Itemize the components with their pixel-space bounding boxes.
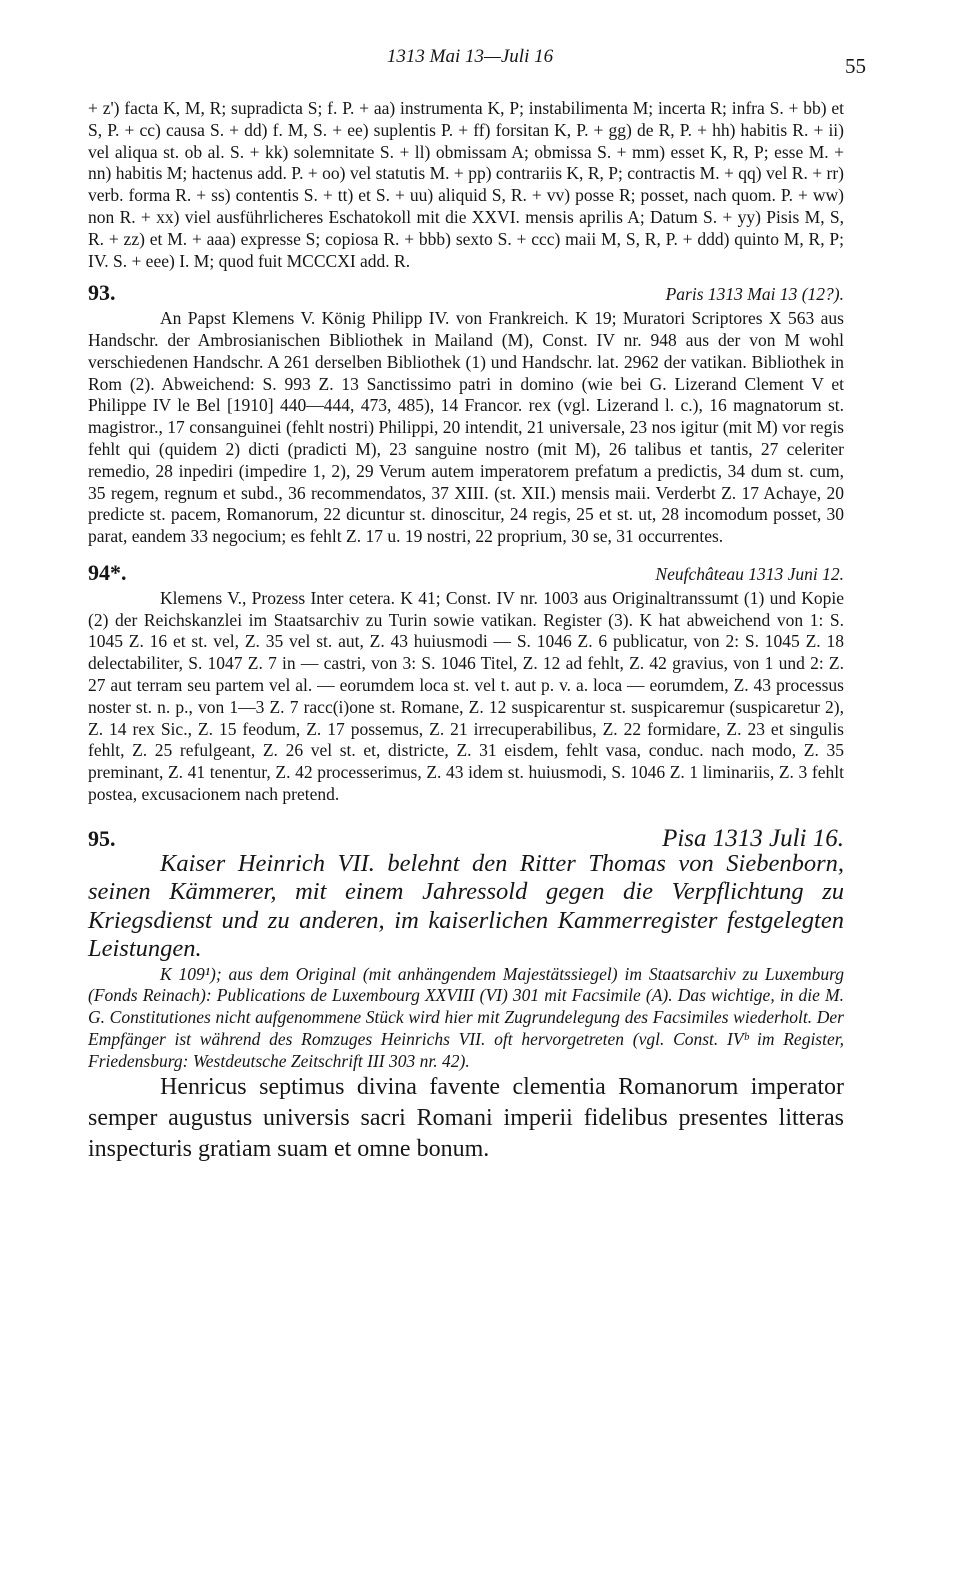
entry-94-text: Klemens V., Prozess Inter cetera. K 41; Const. IV nr. 1003 aus Originaltranssumt (1) und Kopie (2) der Reichskanzlei im Staatsarchiv zu Turin sowie vatikan. Register (3). K hat abweichend von 1: S. 1045 Z. 16 et st. vel, Z. 35 vel st. aut, Z. 43 huiusmodi — S. 1046 Z. 6 publicatur, von 2: S. 1045 Z. 18 delectabiliter, S. 1047 Z. 7 in — castri, von 3: S. 1046 Titel, Z. 12 ad fehlt, Z. 42 gravius, von 1 und 2: Z. 27 aut terram seu partem vel al. — eorumdem loca st. vel t. aut p. v. a. loca — eorumdem, Z. 43 processus noster st. n. p., von 1—3 Z. 7 racc(i)one st. Romane, Z. 12 suspicarentur st. suspicaremur (suspicaretur 2), Z. 14 rex Sic., Z. 15 feodum, Z. 17 possemus, Z. 21 irrecuperabilibus, Z. 22 formidare, Z. 23 et singulis fehlt, Z. 25 refulgeant, Z. 26 vel st. et, districte, Z. 31 eisdem, fehlt vasa, conduc. nach modo, Z. 35 preminant, Z. 41 tenentur, Z. 42 processerimus, Z. 43 idem st. huiusmodi, S. 1046 Z. 1 liminariis, Z. 3 fehlt postea, excusacionem nach pretend. (88, 587, 844, 804)
page-header (88, 42, 866, 82)
entry-93-place-date: Paris 1313 Mai 13 (12?). (665, 284, 844, 305)
entry-95-number: 95. (88, 825, 116, 851)
entry-94-heading (88, 559, 844, 586)
page-number: 55 (845, 54, 866, 78)
entry-93-number: 93. (88, 280, 116, 306)
entry-95-source: K 109¹); aus dem Original (mit anhängendem Majestätssiegel) im Staatsarchiv zu Luxemburg (Fonds Reinach): Publications de Luxembourg XXVIII (VI) 301 mit Facsimile (A). Das wichtige, in die M. G. Constitutiones nicht aufgenommene Stück wird hier mit Zugrundelegung des Facsimiles wiederholt. Der Empfänger ist während des Romzuges Heinrichs VII. oft hervorgetreten (vgl. Const. IVᵇ im Register, Friedensburg: Westdeutsche Zeitschrift III 303 nr. 42). (88, 963, 844, 1071)
page-body (88, 98, 844, 1165)
entry-95-regest: Kaiser Heinrich VII. belehnt den Ritter Thomas von Siebenborn, seinen Kämmerer, mit einem Jahressold gegen die Verpflichtung zu Kriegsdienst und zu anderen, im kaiserlichen Kammerregister festgelegten Leistungen. (88, 849, 844, 962)
critical-apparatus-92: + z') facta K, M, R; supradicta S; f. P. + aa) instrumenta K, P; instabilimenta M; incerta R; infra S. + bb) et S, P. + cc) causa S. + dd) f. M, S. + ee) suplentis P. + ff) forsitan K, P. + gg) de R, P. + hh) habitis R. + ii) vel aliqua st. ob al. S. + kk) solemnitate S. + ll) obmissam A; obmissa S. + mm) esset K, R, P; esse M. + nn) habitis M; hactenus add. P. + oo) vel statutis M. + pp) contrariis K, R, P; contractis M. + qq) vel R. + rr) verb. forma R. + ss) contentis S. + tt) et S. + uu) aliquid S, R. + vv) posse R; posset, nach quom. P. + ww) non R. + xx) viel ausführlicheres Eschatokoll mit die XXVI. mensis aprilis A; Datum S. + yy) Pisis M, S, R. + zz) et M. + aaa) expresse S; copiosa R. + bbb) sexto S. + ccc) maii M, S, R, P. + ddd) quinto M, R, P; IV. S. + eee) I. M; quod fuit MCCCXI add. R. (88, 98, 844, 271)
entry-95-place-date: Pisa 1313 Juli 16. (662, 824, 844, 852)
entry-94-number: 94*. (88, 559, 127, 585)
running-title: 1313 Mai 13—Juli 16 (386, 46, 554, 67)
entry-93-text: An Papst Klemens V. König Philipp IV. von Frankreich. K 19; Muratori Scriptores X 563 aus Handschr. der Ambrosianischen Bibliothek in Mailand (M), Const. IV nr. 948 aus der von M wohl verschiedenen Handschr. A 261 derselben Bibliothek (1) und Handschr. lat. 2962 der vatikan. Bibliothek in Rom (2). Abweichend: S. 993 Z. 13 Sanctissimo patri in domino (wie bei G. Lizerand Clement V et Philippe IV le Bel [1910] 440—444, 473, 485), 14 Francor. rex (vgl. Lizerand l. c.), 16 magnatorum st. magistror., 17 consanguinei (fehlt nostri) Philippi, 20 intendit, 21 universale, 23 nos igitur (mit M) vor regis fehlt qui (quidem 2) dicti (pradicti M), 23 sanguine nostro (mit M), 26 talibus et tantis, 27 celeriter remedio, 28 inpediri (impedire 1, 2), 29 Verum autem imperatorem prefatum a predictis, 34 dum st. cum, 35 regem, regnum et subd., 36 recommendatos, 37 XIII. (st. XII.) mensis maii. Verderbt Z. 17 Achaye, 20 predicte st. pacem, Romanorum, 22 dicuntur st. dinoscitur, 24 regis, 25 et st. ut, 28 incomodum posset, 30 parat, eandem 33 negocium; es fehlt Z. 17 u. 19 nostri, 22 proprium, 30 se, 31 occurrentes. (88, 308, 844, 547)
entry-94-place-date: Neufchâteau 1313 Juni 12. (655, 563, 844, 584)
entry-95-charter-text: Henricus septimus divina favente clementia Romanorum imperator semper augustus universis sacri Romani imperii fidelibus presentes litteras inspecturis gratiam suam et omne bonum. (88, 1074, 844, 1163)
entry-95-heading (88, 824, 844, 852)
entry-93-heading (88, 282, 844, 306)
